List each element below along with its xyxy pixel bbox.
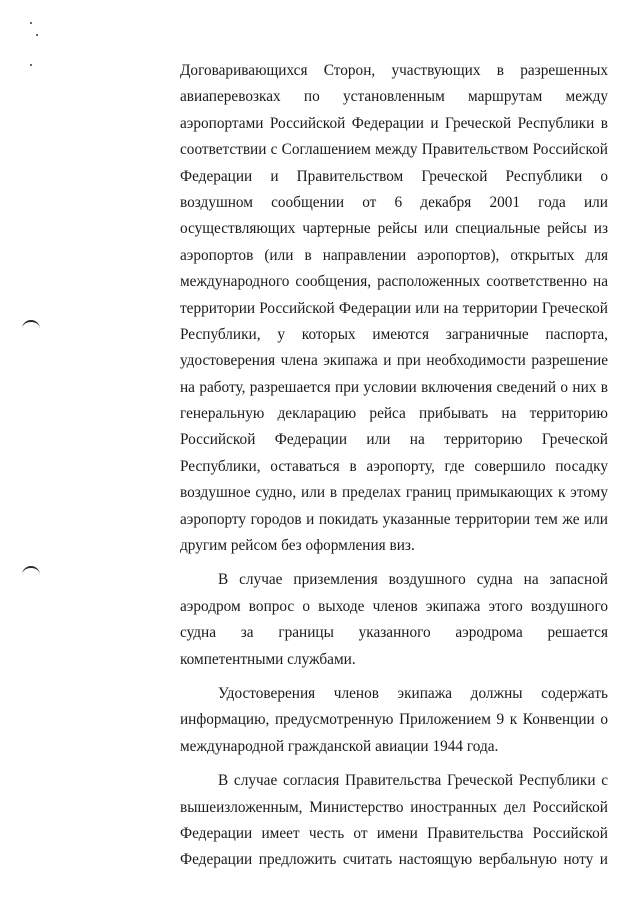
text-line: генеральную декларацию рейса прибывать на территорию <box>180 405 608 423</box>
text-line: соответствии с Соглашением между Правительством Российской <box>180 141 608 159</box>
text-line: удостоверения члена экипажа и при необходимости разрешение <box>180 352 608 370</box>
text-line: на работу, разрешается при условии включения сведений о них в <box>180 378 608 396</box>
text-line: осуществляющих чартерные рейсы или специальные рейсы из <box>180 220 608 238</box>
paragraph-first-line: В случае согласия Правительства Греческой Республики с <box>218 772 608 790</box>
text-line: аэропорту городов и покидать указанные территории тем же или <box>180 510 608 528</box>
text-line: судна за границы указанного аэродрома решается <box>180 624 608 642</box>
scan-speck <box>30 64 32 66</box>
text-line: Республики, у которых имеются заграничные паспорта, <box>180 325 608 343</box>
document-body <box>180 58 608 874</box>
text-line: Федерации и Правительством Греческой Республики о <box>180 167 608 185</box>
paragraph-first-line: В случае приземления воздушного судна на запасной <box>218 571 608 589</box>
text-line: территории Российской Федерации или на территории Греческой <box>180 299 608 317</box>
text-line: Российской Федерации или на территорию Греческой <box>180 431 608 449</box>
paragraph-first-line: Удостоверения членов экипажа должны содержать <box>218 684 608 702</box>
scan-speck <box>36 34 38 36</box>
binder-hole-mark <box>22 320 40 330</box>
text-line: аэропортами Российской Федерации и Греческой Республики в <box>180 114 608 132</box>
text-line: аэродром вопрос о выходе членов экипажа этого воздушного <box>180 597 608 615</box>
text-line: Республики, оставаться в аэропорту, где совершило посадку <box>180 457 608 475</box>
scan-speck <box>30 22 32 24</box>
text-line: Договаривающихся Сторон, участвующих в разрешенных <box>180 62 608 79</box>
text-line: Федерации имеет честь от имени Правительства Российской <box>180 824 608 842</box>
text-line: компетентными службами. <box>180 650 356 668</box>
text-line: воздушное судно, или в пределах границ примыкающих к этому <box>180 484 608 502</box>
text-line: информацию, предусмотренную Приложением 9 к Конвенции о <box>180 711 608 729</box>
text-line: Федерации предложить считать настоящую вербальную ноту и <box>180 851 608 869</box>
text-line: вышеизложенным, Министерство иностранных дел Российской <box>180 798 608 816</box>
binder-hole-mark <box>22 566 40 576</box>
text-line: авиаперевозках по установленным маршрутам между <box>180 88 608 106</box>
text-line: другим рейсом без оформления виз. <box>180 537 415 555</box>
text-line: международной гражданской авиации 1944 года. <box>180 737 499 755</box>
text-line: аэропортов (или в направлении аэропортов), открытых для <box>180 246 608 264</box>
text-line: международного сообщения, расположенных соответственно на <box>180 273 608 291</box>
text-line: воздушном сообщении от 6 декабря 2001 года или <box>180 193 608 211</box>
